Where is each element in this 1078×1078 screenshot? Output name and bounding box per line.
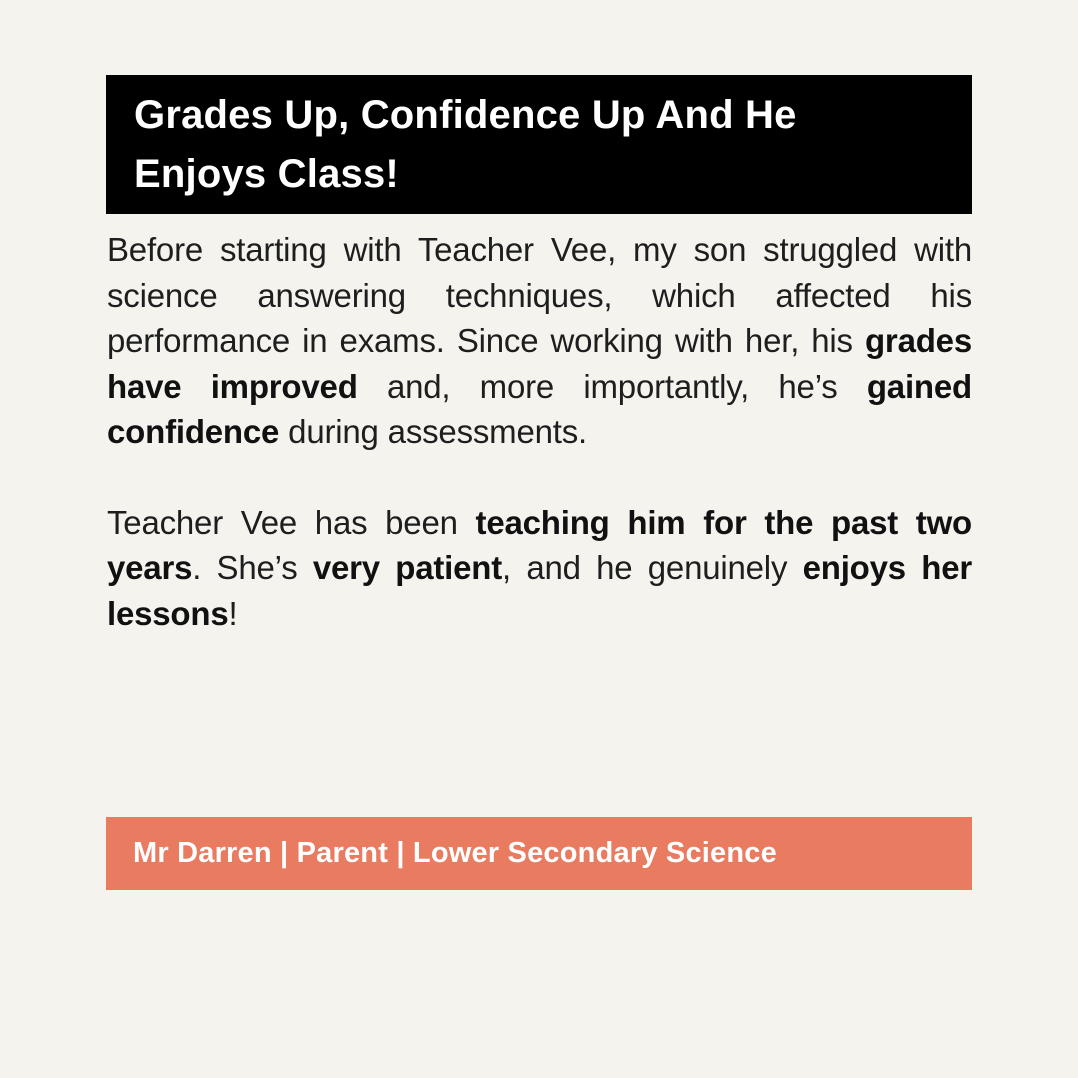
text-segment: enjoys her lessons [107, 549, 973, 632]
headline-line-2: Enjoys Class! [134, 151, 399, 196]
text-segment: and, more importantly, he’s [357, 367, 867, 405]
attribution-banner [106, 817, 972, 890]
attribution-text: Mr Darren | Parent | Lower Secondary Science [133, 837, 777, 869]
text-segment: grades have improved [107, 322, 972, 405]
testimonial-paragraph-1 [107, 227, 972, 455]
text-segment: Before starting with Teacher Vee, my son struggled with science answering techniques, which affected his performance in exams. Since working with her, his [107, 231, 972, 359]
text-segment: during assessments. [279, 413, 588, 450]
text-segment: teaching him for the past two years [107, 503, 973, 586]
testimonial-body [107, 227, 972, 681]
testimonial-paragraph-2 [107, 500, 972, 637]
text-segment: Teacher Vee has been [107, 503, 476, 541]
headline-line-1: Grades Up, Confidence Up And He [134, 92, 797, 137]
text-segment: gained confidence [107, 367, 972, 450]
headline-banner [106, 75, 972, 214]
text-segment: . She’s [192, 549, 313, 586]
text-segment: ! [228, 594, 238, 632]
text-segment: very patient [312, 549, 503, 586]
text-segment: , and he genuinely [502, 549, 803, 586]
